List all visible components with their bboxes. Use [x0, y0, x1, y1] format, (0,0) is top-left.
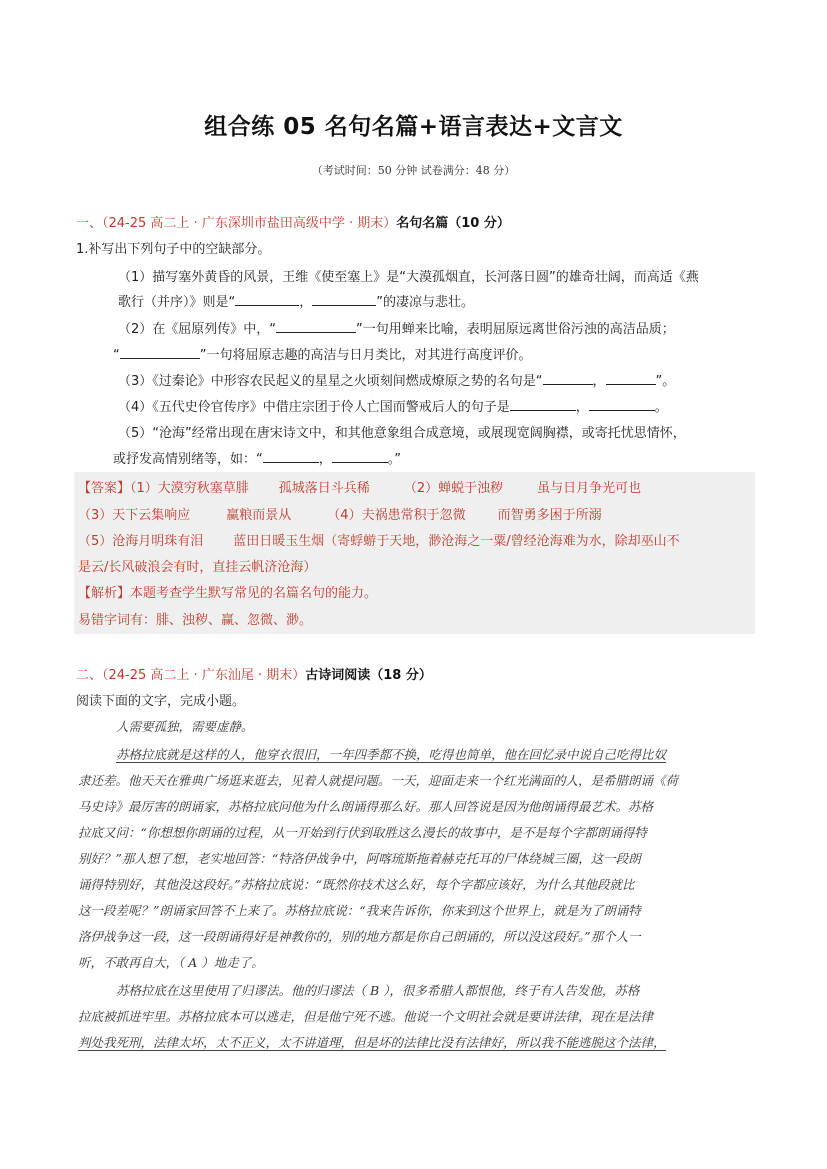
question-item-line: “ ”一句将屈原志趣的高洁与日月类比，对其进行高度评价。 [113, 344, 532, 363]
answer-blank[interactable] [543, 371, 593, 385]
answer-blank[interactable] [120, 345, 200, 359]
answer-blank[interactable] [589, 397, 655, 411]
answer-line: （3）天下云集响应 赢粮而景从 （4）夫祸患常积于忽微 而智勇多困于所溺 [78, 508, 602, 523]
passage-line: 马史诗》最厉害的朗诵家，苏格拉底问他为什么朗诵得那么好。那人回答说是因为他朗诵得最艺术。苏格 [78, 799, 654, 814]
answer-blank[interactable] [510, 397, 576, 411]
error-words-line: 易错字词有：腓、浊秽、赢、忽微、渺。 [78, 613, 313, 628]
section-2-number: 二、 [76, 668, 103, 683]
analysis-tag: 【解析】 [78, 586, 131, 601]
passage-line: 诵得特别好，其他没这段好。”苏格拉底说：“既然你技术这么好，每个字都应该好，为什么其他段就比 [78, 877, 635, 892]
answer-tag: 【答案】 [78, 481, 131, 496]
question-item-line: （4）《五代史伶官传序》中借庄宗团于伶人亡国而警戒后人的句子是 ， 。 [118, 396, 668, 415]
section-1-number: 一、 [76, 216, 103, 231]
passage-line: 隶还差。他天天在雅典广场逛来逛去，见着人就提问题。一天，迎面走来一个红光满面的人，是希腊朗诵《荷 [78, 773, 679, 788]
question-item-line: （1）描写塞外黄昏的风景，王维《使至塞上》是“大漠孤烟直，长河落日圆”的雄奇壮阔，而高适《燕 [118, 270, 699, 285]
question-item-line: （5）“沧海”经常出现在唐宋诗文中，和其他意象组合成意境，或展现宽阔胸襟，或寄托忧思情怀， [118, 426, 686, 441]
passage-line: 这一段差呢？”朗诵家回答不上来了。苏格拉底说：“我来告诉你，你来到这个世界上，就是为了朗诵特 [78, 903, 641, 918]
section-1-header [76, 212, 510, 231]
section-1-name: 名句名篇（10 分） [396, 216, 510, 231]
passage-line: 苏格拉底就是这样的人，他穿衣很旧，一年四季都不换，吃得也简单，他在回忆录中说自己吃得比奴 [116, 747, 667, 762]
answer-line: 是云/长风破浪会有时，直挂云帆济沧海） [78, 560, 317, 575]
answer-blank[interactable] [312, 292, 376, 306]
passage-line: 人需要孤独，需要虚静。 [116, 719, 254, 734]
passage-line: 听，不敢再自大，（ A ）地走了。 [78, 955, 264, 970]
reading-instruction: 阅读下面的文字，完成小题。 [76, 694, 246, 709]
section-2-header [76, 664, 432, 683]
answer-blank[interactable] [606, 371, 656, 385]
analysis-line: 【解析】本题考查学生默写常见的名篇名句的能力。 [78, 586, 378, 601]
question-item-line: 或抒发高情别绪等，如：“ ， 。” [113, 448, 401, 467]
question-item-line: （2）在《屈原列传》中，“ ”一句用蝉来比喻，表明屈原远离世俗污浊的高洁品质； [118, 318, 675, 337]
answer-line: （5）沧海月明珠有泪 蓝田日暖玉生烟（寄蜉蝣于天地，渺沧海之一粟/曾经沧海难为水，除却巫山不 [78, 534, 680, 549]
section-2-source: （24-25 高二上 · 广东汕尾 · 期末） [102, 668, 306, 683]
passage-line: 拉底又问：“你想想你朗诵的过程，从一开始到行伏到取胜这么漫长的故事中，是不是每个字都朗诵得特 [78, 825, 647, 840]
exam-info: （考试时间：50 分钟 试卷满分：48 分） [311, 164, 516, 177]
answer-blank[interactable] [263, 449, 319, 463]
answer-blank[interactable] [332, 449, 388, 463]
passage-line: 别好？”那人想了想，老实地回答：“特洛伊战争中，阿喀琉斯拖着赫克托耳的尸体绕城三圈，这一段朗 [78, 851, 641, 866]
question-item-line: （3）《过秦论》中形容农民起义的星星之火顷刻间燃成燎原之势的名句是“ ， ”。 [118, 370, 675, 389]
passage-line: 判处我死刑，法律太坏，太不正义，太不讲道理，但是坏的法律比没有法律好，所以我不能逃脱这个法律， [78, 1035, 666, 1050]
page-title: 组合练 05 名句名篇+语言表达+文言文 [204, 114, 623, 140]
answer-blank[interactable] [276, 319, 356, 333]
question-1-prompt: 1.补写出下列句子中的空缺部分。 [76, 242, 271, 257]
passage-line: 洛伊战争这一段，这一段朗诵得好是神教你的，别的地方都是你自己朗诵的，所以没这段好。”那个人一 [78, 929, 641, 944]
passage-line: 苏格拉底在这里使用了归谬法。他的归谬法（ B ），很多希腊人都恨他，终于有人告发他，苏格 [116, 983, 640, 998]
question-item-line: 歌行（并序）》则是“ ， ”的凄凉与悲壮。 [118, 291, 474, 310]
section-1-source: （24-25 高二上 · 广东深圳市盐田高级中学 · 期末） [102, 216, 397, 231]
answer-blank[interactable] [235, 292, 299, 306]
answer-line: 【答案】（1）大漠穷秋塞草腓 孤城落日斗兵稀 （2）蝉蜕于浊秽 虽与日月争光可也 [78, 481, 642, 496]
section-2-name: 古诗词阅读（18 分） [305, 668, 432, 683]
passage-line: 拉底被抓进牢里。苏格拉底本可以逃走，但是他宁死不逃。他说一个文明社会就是要讲法律，现在是法律 [78, 1009, 654, 1024]
